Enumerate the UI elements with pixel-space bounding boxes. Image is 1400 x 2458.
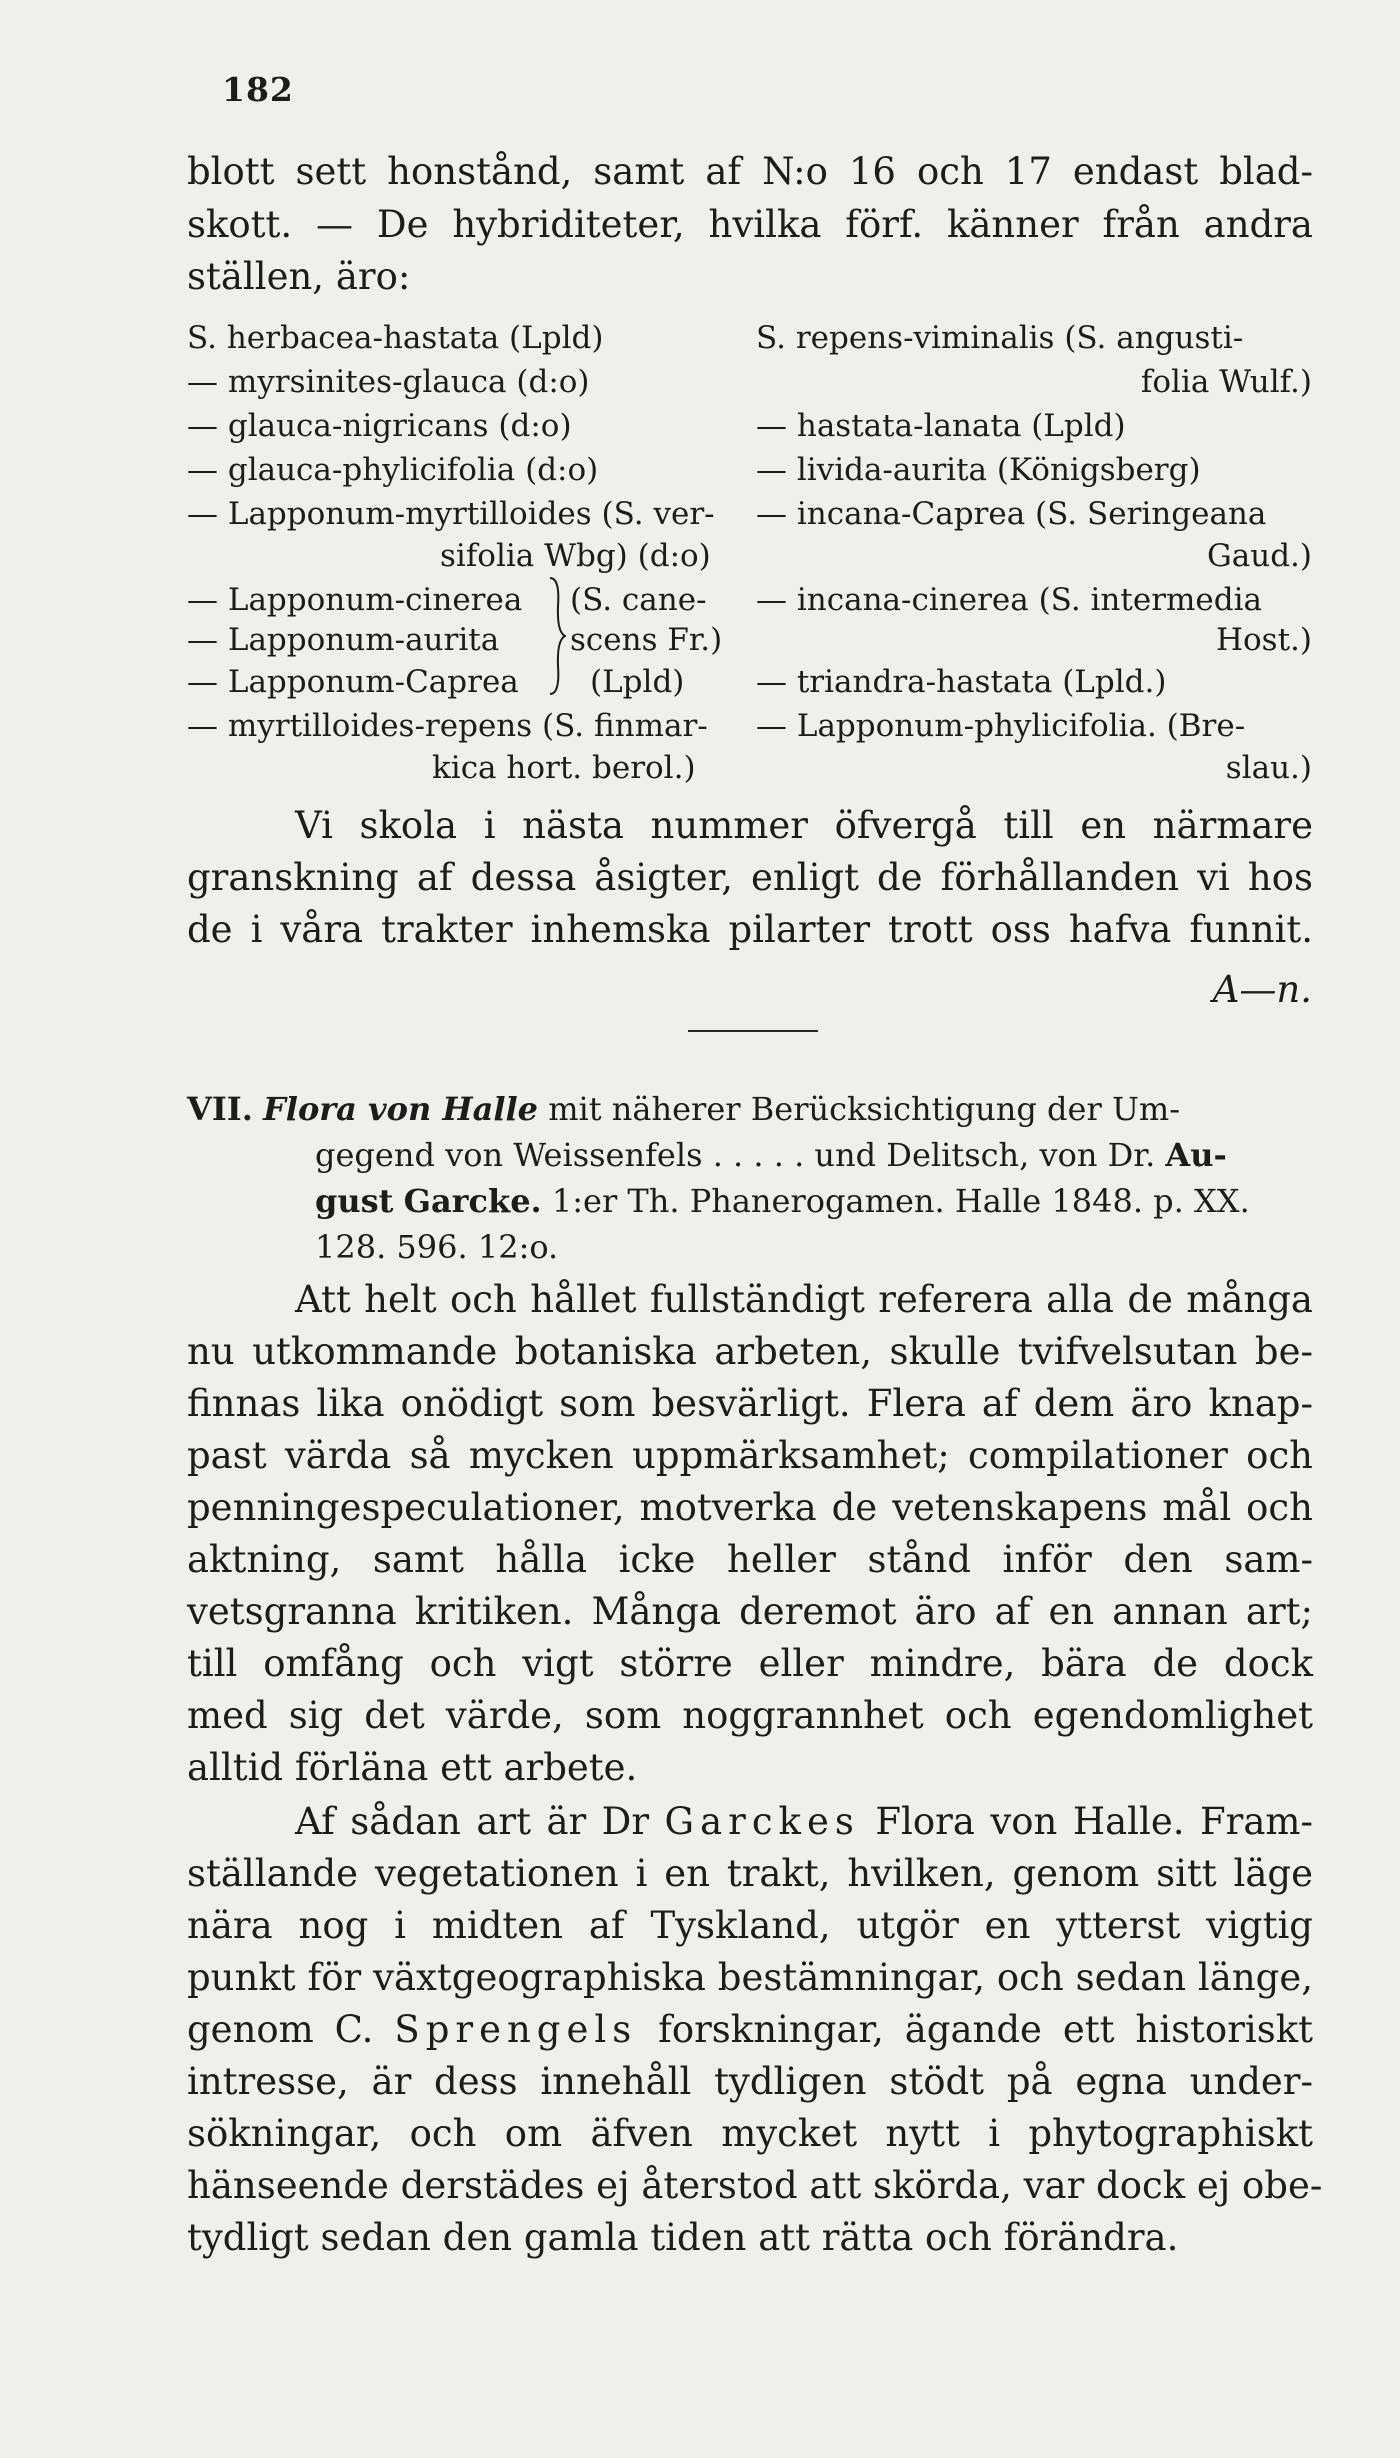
hybrid-left-4: — glauca-phylicifolia (d:o): [187, 452, 599, 488]
para3-line-6: intresse, är dess innehåll tydligen stödt på egna under-: [187, 2060, 1313, 2103]
para2-line-3: finnas lika onödigt som besvärligt. Flera af dem äro knap-: [187, 1382, 1313, 1425]
review-line-3: [315, 1180, 1250, 1222]
para3-line-4: punkt för växtgeographiska bestämningar, och sedan länge,: [187, 1956, 1313, 1999]
brace-text-1: (S. cane-: [570, 582, 707, 618]
hybrid-right-4: — livida-aurita (Königsberg): [756, 452, 1201, 488]
hybrid-left-5: — Lapponum-myrtilloides (S. ver-: [187, 496, 715, 532]
para3-l5-a: genom C.: [187, 2008, 374, 2051]
hybrid-left-2: — myrsinites-glauca (d:o): [187, 364, 590, 400]
para3-line-8: hänseende derstädes ej återstod att skörda, var dock ej obe-: [187, 2164, 1323, 2207]
para3-sprengel-name: Sprengels: [394, 2008, 638, 2051]
hybrid-left-7: — Lapponum-cinerea: [187, 582, 523, 618]
review-title: Flora von Halle: [263, 1090, 539, 1128]
hybrid-right-7: — incana-cinerea (S. intermedia: [756, 582, 1263, 618]
review-line-1: [187, 1088, 1180, 1130]
review-line-4: 128. 596. 12:o.: [315, 1228, 559, 1266]
hybrid-right-3: — hastata-lanata (Lpld): [756, 408, 1126, 444]
hybrid-right-10: — Lapponum-phylicifolia. (Bre-: [756, 708, 1246, 744]
para3-line-7: sökningar, och om äfven mycket nytt i phytographiskt: [187, 2112, 1313, 2155]
hybrid-left-1: S. herbacea-hastata (Lpld): [187, 320, 604, 356]
review-author-first-b: gust: [315, 1182, 394, 1220]
para3-line-1: [295, 1798, 1313, 1846]
para1-line-1: Vi skola i nästa nummer öfvergå till en närmare: [295, 804, 1313, 847]
page-number: 182: [222, 70, 294, 109]
hybrid-right-8: Host.): [1215, 622, 1312, 658]
review-edition: 1:er Th. Phanerogamen. Halle 1848. p. XX.: [551, 1182, 1250, 1220]
hybrid-left-3: — glauca-nigricans (d:o): [187, 408, 572, 444]
brace-text-2: scens Fr.): [570, 622, 723, 658]
para3-l1-b: Flora von Halle. Fram-: [875, 1800, 1313, 1843]
para3-line-9: tydligt sedan den gamla tiden att rätta och förändra.: [187, 2216, 1179, 2259]
intro-line-2: skott. — De hybriditeter, hvilka förf. känner från andra: [187, 203, 1313, 246]
hybrid-left-6: sifolia Wbg) (d:o): [440, 538, 711, 574]
para2-line-4: past värda så mycken uppmärksamhet; compilationer och: [187, 1434, 1313, 1477]
signature: A—n.: [1212, 968, 1312, 1011]
para2-line-10: alltid förläna ett arbete.: [187, 1746, 638, 1789]
hybrid-right-6: Gaud.): [1206, 538, 1312, 574]
section-divider: [688, 1030, 818, 1032]
para2-line-8: till omfång och vigt större eller mindre, bära de dock: [187, 1642, 1313, 1685]
review-author-first-a: Au-: [1165, 1136, 1227, 1174]
para3-l1-a: Af sådan art är Dr: [295, 1800, 650, 1843]
hybrid-right-9: — triandra-hastata (Lpld.): [756, 664, 1167, 700]
hybrid-left-9: — Lapponum-Caprea: [187, 664, 519, 700]
intro-line-3: ställen, äro:: [187, 255, 411, 298]
hybrid-right-2: folia Wulf.): [1140, 364, 1312, 400]
para1-line-3: de i våra trakter inhemska pilarter trott oss hafva funnit.: [187, 908, 1313, 951]
para2-line-2: nu utkommande botaniska arbeten, skulle tvifvelsutan be-: [187, 1330, 1313, 1373]
intro-line-1: blott sett honstånd, samt af N:o 16 och 17 endast blad-: [187, 150, 1313, 193]
hybrid-right-1: S. repens-viminalis (S. angusti-: [756, 320, 1244, 356]
para3-line-3: nära nog i midten af Tyskland, utgör en ytterst vigtig: [187, 1904, 1313, 1947]
para2-line-5: penningespeculationer, motverka de vetenskapens mål och: [187, 1486, 1313, 1529]
review-numeral: VII.: [187, 1090, 253, 1128]
hybrid-left-10: — myrtilloides-repens (S. finmar-: [187, 708, 708, 744]
para1-line-2: granskning af dessa åsigter, enligt de förhållanden vi hos: [187, 856, 1313, 899]
review-author-last: Garcke.: [403, 1182, 542, 1220]
para3-line-2: ställande vegetationen i en trakt, hvilken, genom sitt läge: [187, 1852, 1313, 1895]
para3-line-5: [187, 2006, 1313, 2054]
review-title-rest: mit näherer Berücksichtigung der Um-: [548, 1090, 1181, 1128]
para3-l5-b: forskningar, ägande ett historiskt: [658, 2008, 1313, 2051]
para2-line-7: vetsgranna kritiken. Många deremot äro af en annan art;: [187, 1590, 1313, 1633]
hybrid-right-5: — incana-Caprea (S. Seringeana: [756, 496, 1267, 532]
curly-brace-icon: [548, 576, 566, 696]
review-publisher: gegend von Weissenfels . . . . . und Delitsch, von Dr.: [315, 1136, 1156, 1174]
para2-line-1: Att helt och hållet fullständigt referera alla de många: [295, 1278, 1313, 1321]
brace-text-3: (Lpld): [590, 664, 685, 700]
para2-line-9: med sig det värde, som noggrannhet och egendomlighet: [187, 1694, 1313, 1737]
review-line-2: [315, 1134, 1227, 1176]
hybrid-left-11: kica hort. berol.): [432, 750, 696, 786]
para2-line-6: aktning, samt hålla icke heller stånd inför den sam-: [187, 1538, 1313, 1581]
hybrid-left-8: — Lapponum-aurita: [187, 622, 500, 658]
hybrid-right-11: slau.): [1225, 750, 1312, 786]
para3-author-name: Garckes: [664, 1800, 860, 1843]
